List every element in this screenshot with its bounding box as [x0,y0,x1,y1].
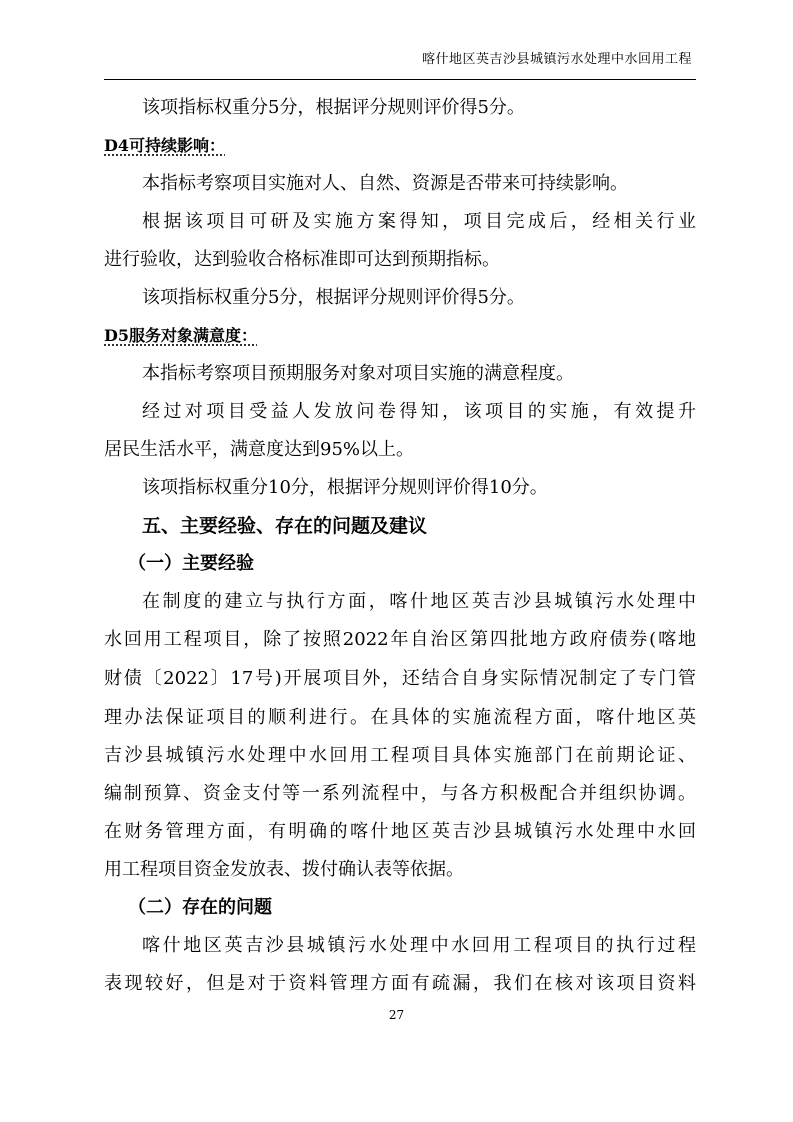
subsection-heading: （一）主要经验 [128,553,254,574]
text-line: 用工程项目资金发放表、拨付确认表等依据。 [104,859,464,880]
subheading: D4可持续影响： [104,136,226,155]
text-line: 居民生活水平，满意度达到95%以上。 [104,439,415,460]
subsection-heading: （二）存在的问题 [128,897,272,918]
text-line: 编制预算、资金支付等一系列流程中，与各方积极配合并组织协调。 [104,783,696,804]
text-line: 吉沙县城镇污水处理中水回用工程项目具体实施部门在前期论证、 [104,745,696,766]
section-heading: 五、主要经验、存在的问题及建议 [142,515,428,537]
text-line: 喀什地区英吉沙县城镇污水处理中水回用工程项目的执行过程 [142,935,696,956]
text-line: 在制度的建立与执行方面，喀什地区英吉沙县城镇污水处理中 [142,591,696,612]
text-line: 本指标考察项目预期服务对象对项目实施的满意程度。 [142,363,574,384]
text-line: 水回用工程项目，除了按照2022年自治区第四批地方政府债券(喀地 [104,629,696,650]
text-line: 该项指标权重分5分，根据评分规则评价得5分。 [142,97,525,118]
text-line: 经过对项目受益人发放问卷得知，该项目的实施，有效提升 [142,401,696,422]
text-line: 该项指标权重分10分，根据评分规则评价得10分。 [142,477,548,498]
text-line: 本指标考察项目实施对人、自然、资源是否带来可持续影响。 [142,173,628,194]
text-line: 进行验收，达到验收合格标准即可达到预期指标。 [104,249,500,270]
text-line: 根据该项目可研及实施方案得知，项目完成后，经相关行业 [142,211,696,232]
text-line: 在财务管理方面，有明确的喀什地区英吉沙县城镇污水处理中水回 [104,821,696,842]
subheading: D5服务对象满意度： [104,326,258,345]
running-header: 喀什地区英吉沙县城镇污水处理中水回用工程 [421,52,692,67]
page-number: 27 [388,1008,405,1022]
text-line: 财债〔2022〕17号)开展项目外，还结合自身实际情况制定了专门管 [104,668,696,689]
text-line: 理办法保证项目的顺利进行。在具体的实施流程方面，喀什地区英 [104,707,696,728]
text-line: 该项指标权重分5分，根据评分规则评价得5分。 [142,287,525,308]
text-line: 表现较好，但是对于资料管理方面有疏漏，我们在核对该项目资料 [104,973,696,994]
